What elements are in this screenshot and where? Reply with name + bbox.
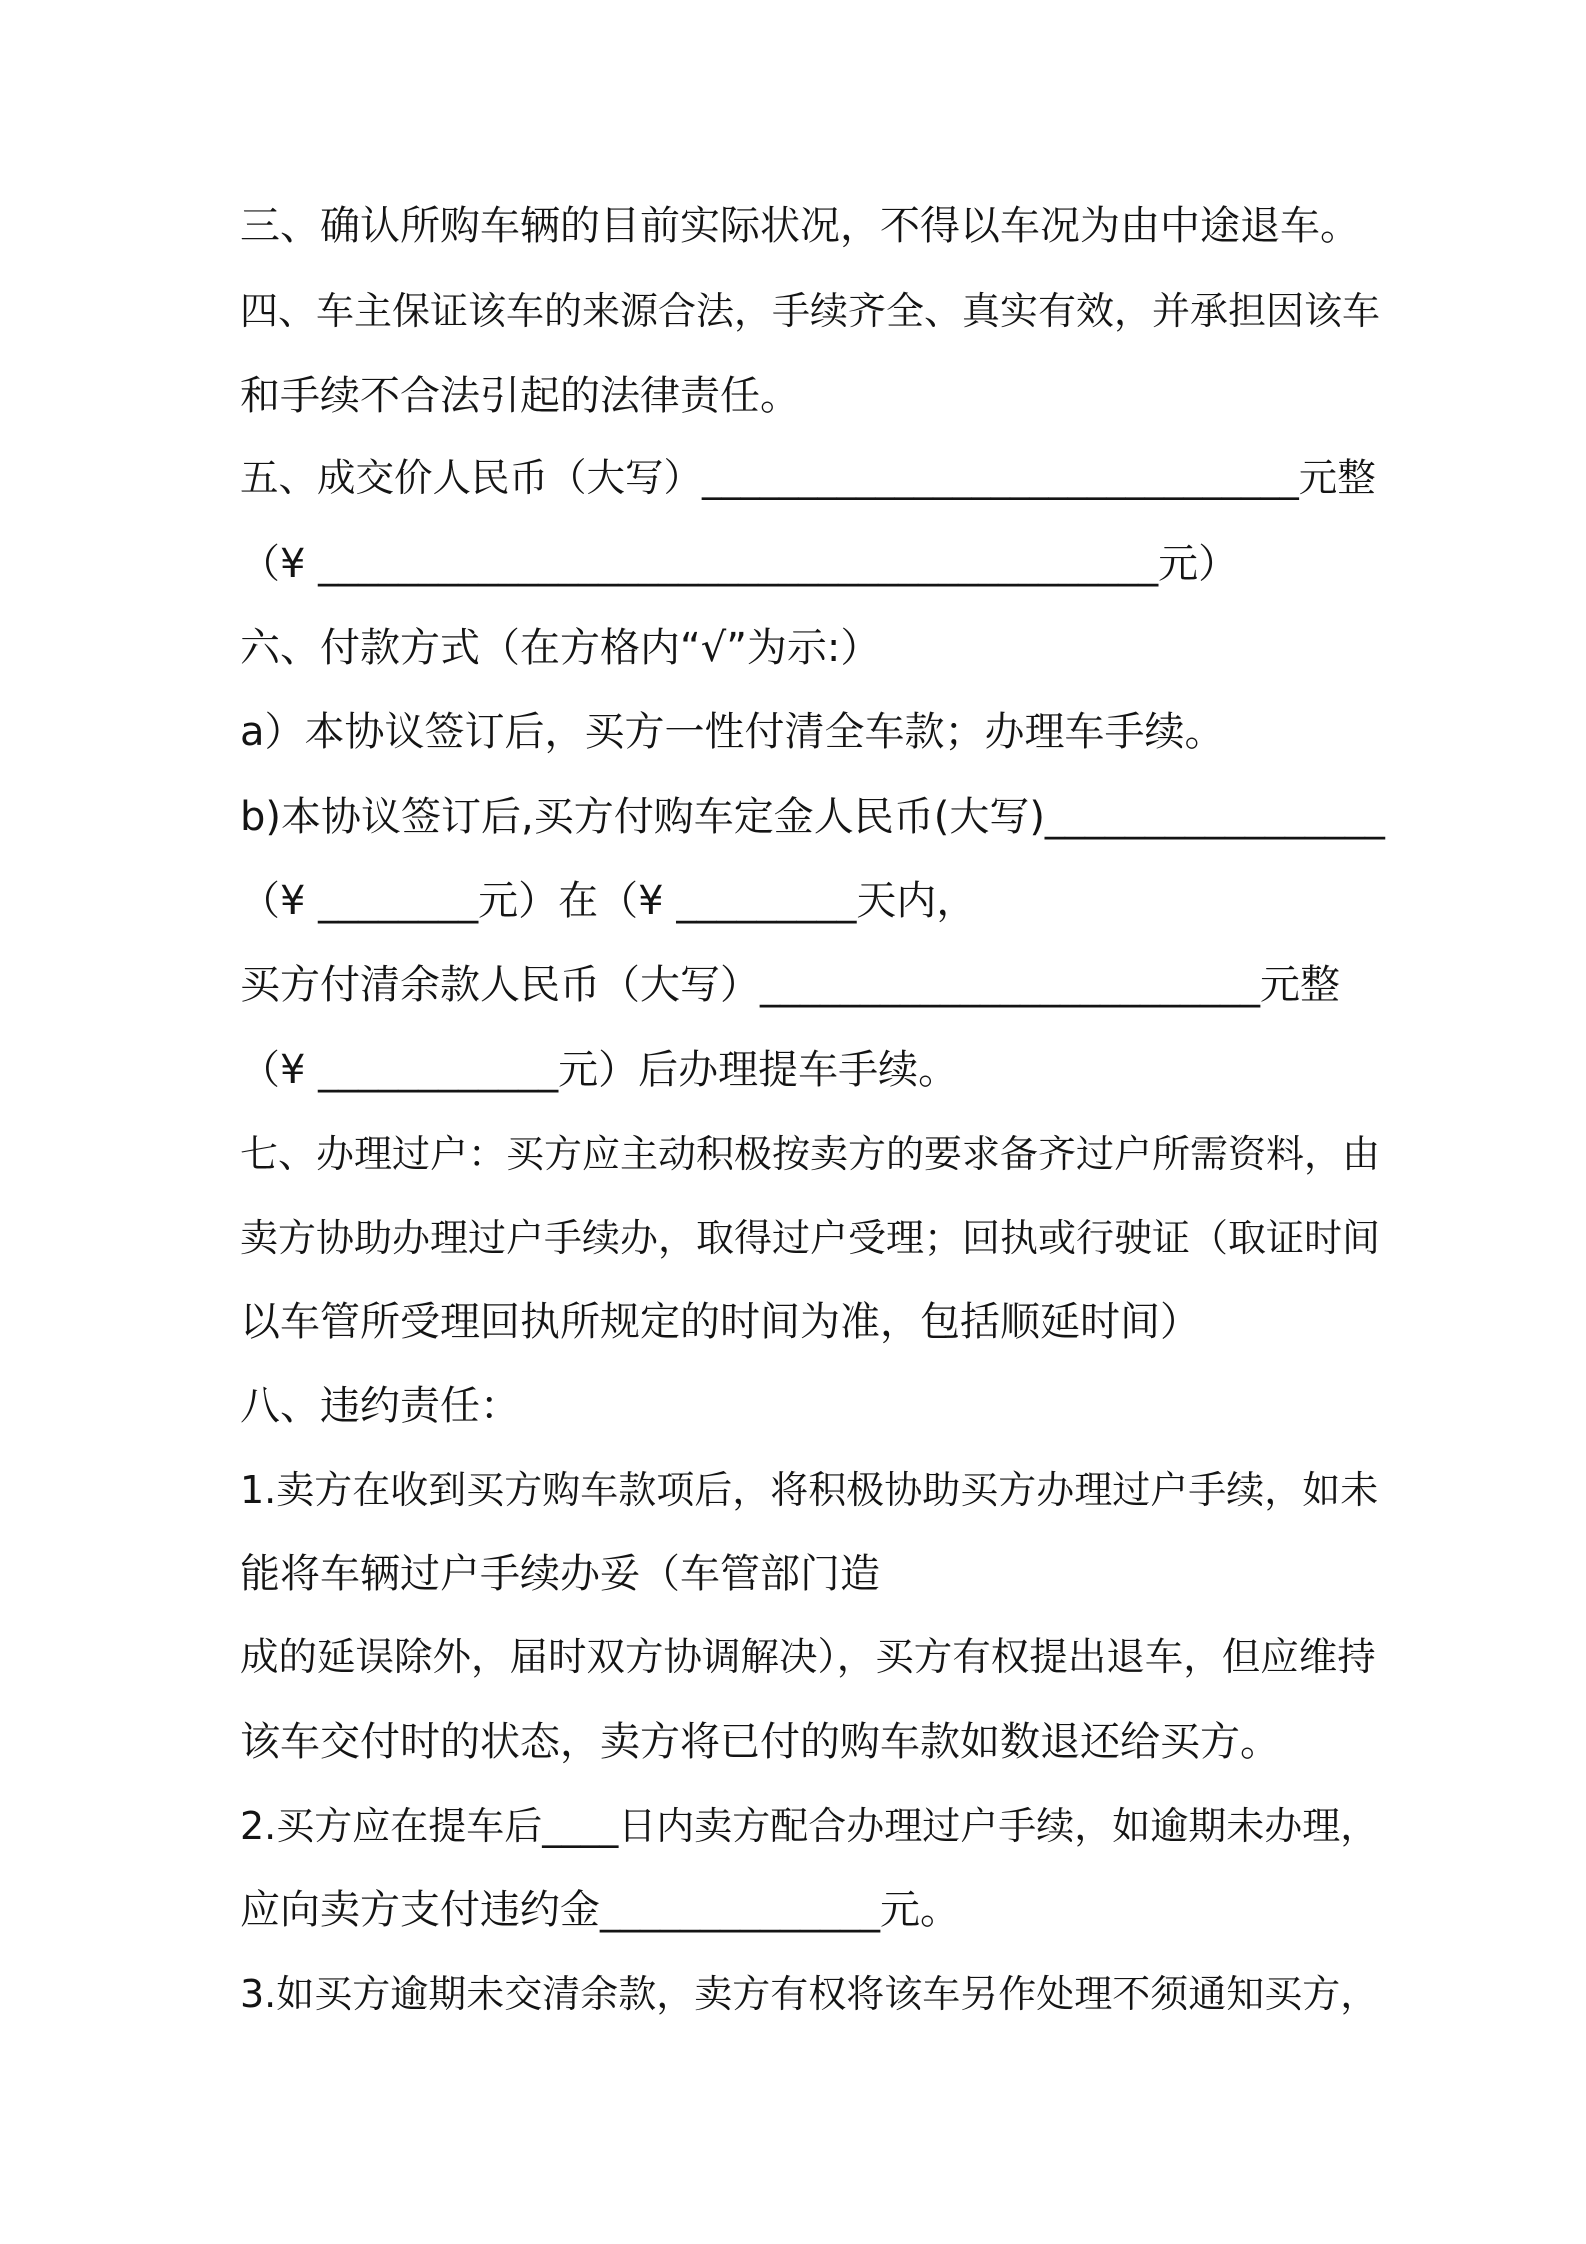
clause-8-item-1-line-3: 成的延误除外，届时双方协调解决），买方有权提出退车，但应维持 (240, 1635, 1376, 1680)
clause-4-line-2: 和手续不合法引起的法律责任。 (240, 373, 800, 419)
clause-7-line-2: 卖方协助办理过户手续办，取得过户受理；回执或行驶证（取证时间 (240, 1216, 1381, 1260)
clause-6-heading: 六、付款方式（在方格内“√”为示:） (240, 625, 881, 671)
clause-5-price-caps-line: 五、成交价人民币（大写）_______________________________元整 (240, 456, 1376, 501)
clause-8-item-2-line-2: 应向卖方支付违约金______________元。 (240, 1887, 960, 1933)
clause-4-line-1: 四、车主保证该车的来源合法，手续齐全、真实有效，并承担因该车 (240, 289, 1381, 333)
clause-7-line-1: 七、办理过户：买方应主动积极按卖方的要求备齐过户所需资料，由 (240, 1132, 1381, 1176)
clause-7-line-3: 以车管所受理回执所规定的时间为准，包括顺延时间） (240, 1299, 1200, 1345)
clause-5-price-yuan-line: （¥ __________________________________________元） (240, 541, 1239, 587)
clause-8-item-1-line-2: 能将车辆过户手续办妥（车管部门造 (240, 1551, 880, 1597)
clause-8-item-3-line-1: 3.如买方逾期未交清余款，卖方有权将该车另作处理不须通知买方， (240, 1972, 1379, 2016)
clause-8-item-1-line-1: 1.卖方在收到买方购车款项后，将积极协助买方办理过户手续，如未 (240, 1468, 1379, 1512)
clause-8-item-2-line-1: 2.买方应在提车后____日内卖方配合办理过户手续，如逾期未办理， (240, 1804, 1379, 1848)
clause-8-item-1-line-4: 该车交付时的状态，卖方将已付的购车款如数退还给买方。 (240, 1719, 1280, 1765)
clause-6-option-b-line-1: b)本协议签订后,买方付购车定金人民币(大写)_________________ (240, 794, 1385, 840)
clause-8-heading: 八、违约责任： (240, 1383, 520, 1429)
clause-6-option-b-line-4: （¥ ____________元）后办理提车手续。 (240, 1047, 959, 1093)
clause-6-option-b-line-2: （¥ ________元）在（¥ _________天内， (240, 878, 977, 924)
clause-6-option-a: a）本协议签订后，买方一性付清全车款；办理车手续。 (240, 709, 1225, 755)
clause-6-option-b-line-3: 买方付清余款人民币（大写）_________________________元整 (240, 962, 1340, 1008)
clause-3-line: 三、确认所购车辆的目前实际状况，不得以车况为由中途退车。 (240, 203, 1360, 249)
